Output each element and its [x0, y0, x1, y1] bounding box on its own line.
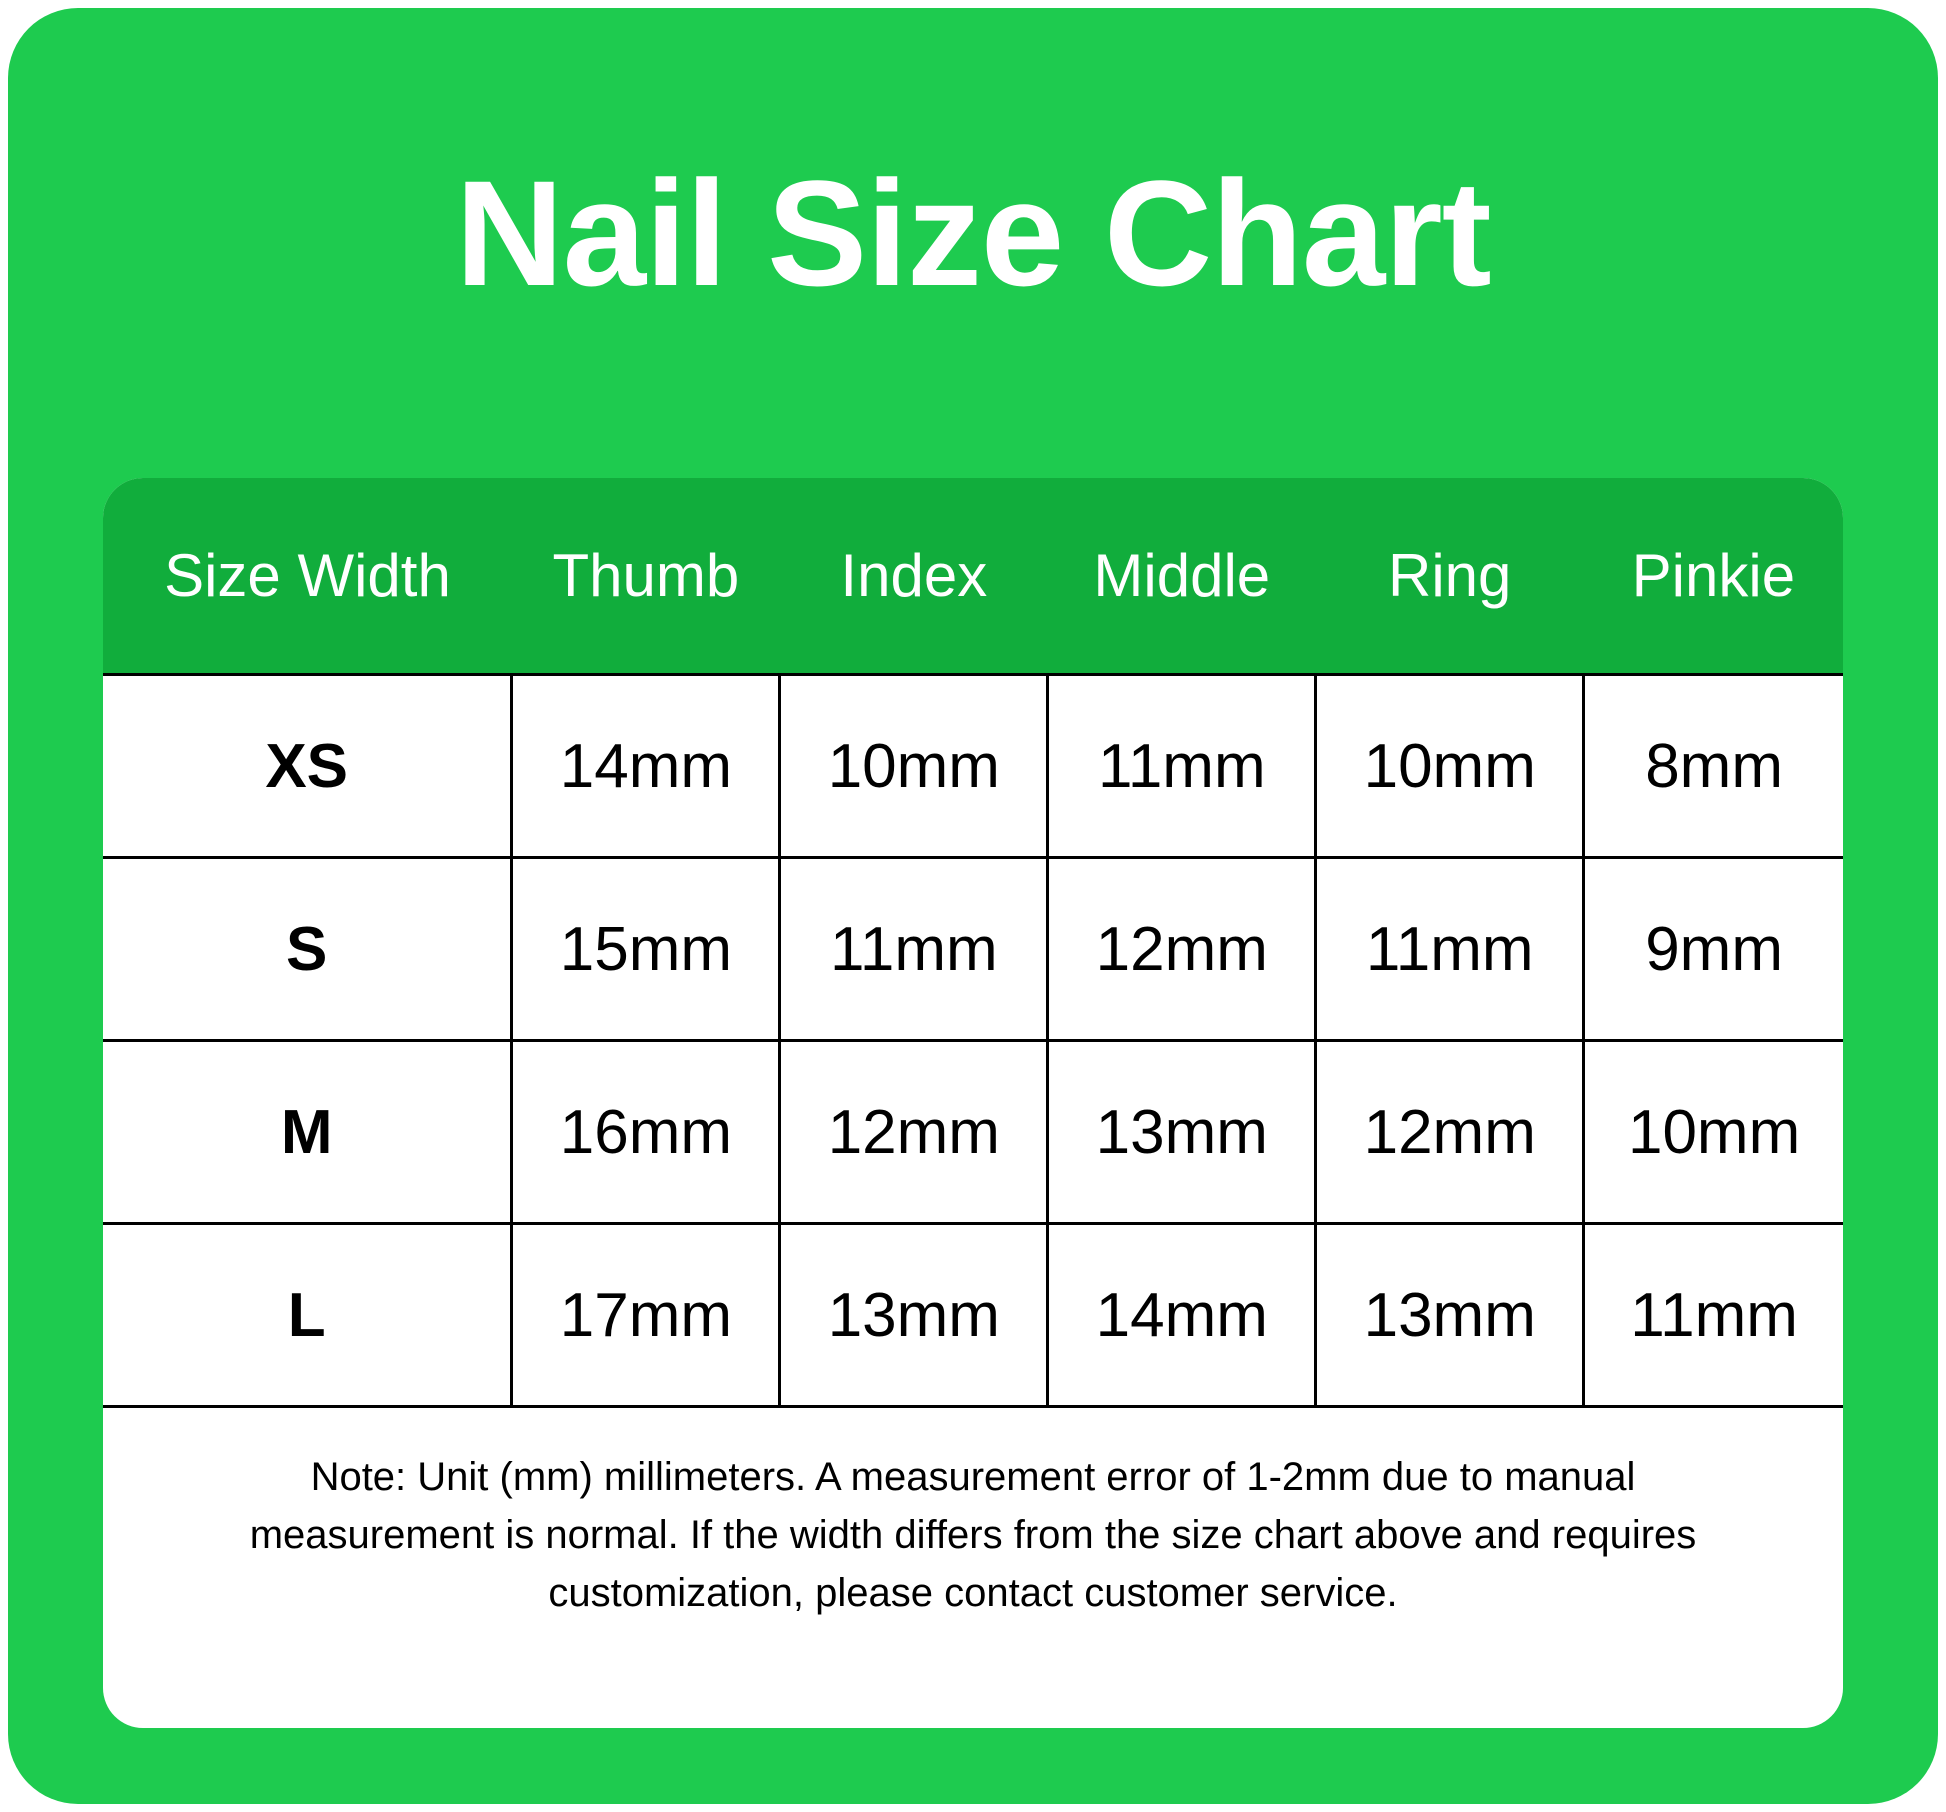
cell-s-index: 11mm: [780, 858, 1048, 1041]
cell-xs-thumb: 14mm: [512, 675, 780, 858]
nail-size-chart-card: [8, 8, 1938, 1804]
table-row: [103, 1224, 1843, 1407]
column-header-pinkie: Pinkie: [1584, 478, 1843, 675]
table-row: [103, 858, 1843, 1041]
table-body: [103, 675, 1843, 1623]
column-header-size-width: Size Width: [103, 478, 512, 675]
cell-xs-ring: 10mm: [1316, 675, 1584, 858]
cell-m-pinkie: 10mm: [1584, 1041, 1843, 1224]
note-cell: [103, 1407, 1843, 1623]
cell-xs-middle: 11mm: [1048, 675, 1316, 858]
size-table: [103, 478, 1843, 1622]
table-header-row: [103, 478, 1843, 675]
cell-l-ring: 13mm: [1316, 1224, 1584, 1407]
table-row: [103, 1041, 1843, 1224]
cell-l-middle: 14mm: [1048, 1224, 1316, 1407]
cell-size-s: S: [103, 858, 512, 1041]
cell-size-m: M: [103, 1041, 512, 1224]
cell-m-thumb: 16mm: [512, 1041, 780, 1224]
column-header-ring: Ring: [1316, 478, 1584, 675]
cell-m-index: 12mm: [780, 1041, 1048, 1224]
cell-m-ring: 12mm: [1316, 1041, 1584, 1224]
cell-l-thumb: 17mm: [512, 1224, 780, 1407]
cell-l-pinkie: 11mm: [1584, 1224, 1843, 1407]
cell-xs-index: 10mm: [780, 675, 1048, 858]
column-header-thumb: Thumb: [512, 478, 780, 675]
column-header-middle: Middle: [1048, 478, 1316, 675]
cell-s-pinkie: 9mm: [1584, 858, 1843, 1041]
cell-xs-pinkie: 8mm: [1584, 675, 1843, 858]
cell-s-thumb: 15mm: [512, 858, 780, 1041]
table-header: [103, 478, 1843, 675]
table-row: [103, 675, 1843, 858]
page-title: Nail Size Chart: [455, 149, 1491, 317]
cell-l-index: 13mm: [780, 1224, 1048, 1407]
cell-s-ring: 11mm: [1316, 858, 1584, 1041]
column-header-index: Index: [780, 478, 1048, 675]
measurement-note: Note: Unit (mm) millimeters. A measurement error of 1-2mm due to manual measurement is normal. If the width differs from the size chart above and requires customization, please contact customer service.: [249, 1455, 1697, 1615]
cell-m-middle: 13mm: [1048, 1041, 1316, 1224]
table-note-row: [103, 1407, 1843, 1623]
cell-size-xs: XS: [103, 675, 512, 858]
cell-size-l: L: [103, 1224, 512, 1407]
size-table-container: [103, 478, 1843, 1728]
cell-s-middle: 12mm: [1048, 858, 1316, 1041]
